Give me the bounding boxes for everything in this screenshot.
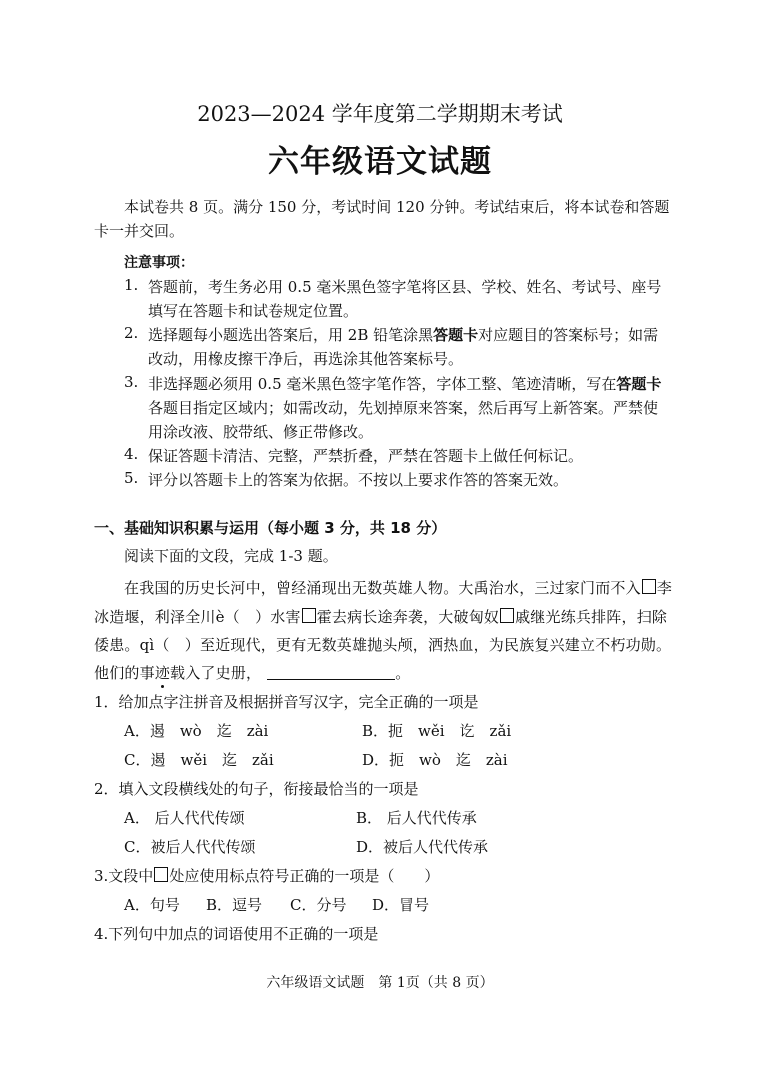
page-footer: 六年级语文试题 第 1页（共 8 页）: [266, 975, 494, 991]
question-stem: 4.下列句中加点的词语使用不正确的一项是: [94, 925, 379, 943]
question-stem: 2．填入文段横线处的句子，衔接最恰当的一项是: [94, 780, 419, 798]
option: B．扼 wěi 讫 zǎi: [362, 722, 512, 740]
option: A．句号: [124, 896, 180, 914]
section-heading: 一、基础知识积累与运用（每小题 3 分，共 18 分）: [94, 519, 447, 537]
note-text: 答题前，考生务必用 0.5 毫米黑色签字笔将区县、学校、姓名、考试号、座号: [148, 278, 662, 296]
option: D．扼 wò 迄 zài: [362, 751, 508, 769]
passage-line-4: 他们的事迹载入了史册， 。: [94, 664, 411, 682]
question-stem: 3.文段中 处应使用标点符号正确的一项是（ ）: [94, 867, 440, 885]
passage-line-2: 冰造堰，利泽全川è（ ）水害 霍去病长途奔袭，大破匈奴 戚继光练兵排阵，扫除: [94, 608, 668, 626]
note-text: 非选择题必须用 0.5 毫米黑色签字笔作答，字体工整、笔迹清晰，写在答题卡: [148, 375, 662, 393]
dotted-character: 迹: [154, 664, 171, 682]
punctuation-box: [642, 579, 656, 594]
note-text: 改动，用橡皮擦干净后，再选涂其他答案标号。: [148, 350, 464, 368]
exam-title: 2023—2024 学年度第二学期期末考试: [197, 102, 563, 126]
option: B． 后人代代传承: [356, 809, 477, 827]
passage-line-1: 在我国的历史长河中，曾经涌现出无数英雄人物。大禹治水，三过家门而不入 李: [124, 579, 673, 597]
notes-heading: 注意事项：: [124, 255, 194, 271]
note-text: 填写在答题卡和试卷规定位置。: [148, 302, 359, 320]
reading-instruction: 阅读下面的文段，完成 1-3 题。: [124, 547, 338, 565]
intro-line-2: 卡一并交回。: [94, 222, 185, 240]
punctuation-box: [500, 608, 514, 623]
option: A． 后人代代传颂: [124, 809, 245, 827]
option: C．分号: [290, 896, 347, 914]
option: D．被后人代代传承: [356, 838, 489, 856]
question-stem: 1．给加点字注拼音及根据拼音写汉字，完全正确的一项是: [94, 693, 479, 711]
passage-line-3: 倭患。qì（ ）至近现代，更有无数英雄抛头颅，洒热血，为民族复兴建立不朽功勋。: [94, 636, 672, 654]
option: C．遏 wěi 迄 zǎi: [124, 751, 274, 769]
note-text: 用涂改液、胶带纸、修正带修改。: [148, 423, 374, 441]
option: D．冒号: [372, 896, 430, 914]
note-number: 2.: [124, 324, 139, 342]
note-text: 各题目指定区域内；如需改动，先划掉原来答案，然后再写上新答案。严禁使: [148, 399, 659, 417]
punctuation-box: [154, 867, 168, 882]
note-number: 4.: [124, 445, 139, 463]
note-number: 5.: [124, 469, 139, 487]
punctuation-box: [302, 608, 316, 623]
note-text: 评分以答题卡上的答案为依据。不按以上要求作答的答案无效。: [148, 471, 569, 489]
option: B．逗号: [206, 896, 263, 914]
note-text: 选择题每小题选出答案后，用 2B 铅笔涂黑答题卡对应题目的答案标号；如需: [148, 326, 659, 344]
subject-title: 六年级语文试题: [268, 144, 492, 180]
note-text: 保证答题卡清洁、完整，严禁折叠，严禁在答题卡上做任何标记。: [148, 447, 584, 465]
note-number: 1.: [124, 276, 139, 294]
option: A．遏 wò 迄 zài: [124, 722, 269, 740]
option: C．被后人代代传颂: [124, 838, 256, 856]
note-number: 3.: [124, 373, 139, 391]
answer-blank: [267, 665, 395, 680]
intro-line-1: 本试卷共 8 页。满分 150 分，考试时间 120 分钟。考试结束后，将本试卷和答题: [124, 198, 670, 216]
